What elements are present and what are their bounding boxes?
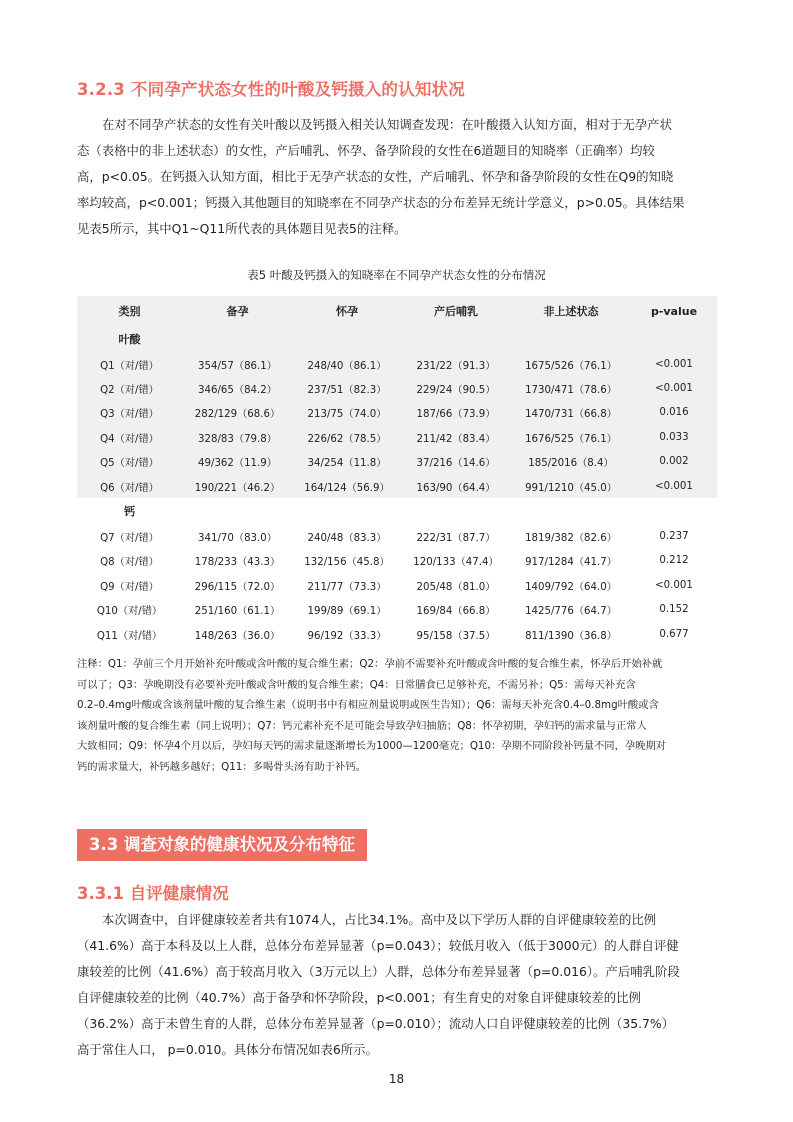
table-row [77, 573, 717, 597]
header-cell: p-value [650, 304, 698, 318]
table-cell: 190/221（46.2） [194, 482, 281, 494]
table-cell: 187/66（73.9） [416, 409, 496, 421]
subsection-heading: 3.3.1 自评健康情况 [77, 884, 229, 903]
table-row [77, 425, 717, 449]
table-cell: 169/84（66.8） [416, 606, 496, 618]
note-line: 可以了；Q3：孕晚期没有必要补充叶酸或含叶酸的复合维生素；Q4：日常膳食已足够补充，不需另补；Q5：需每天补充含 [77, 678, 636, 691]
table-cell: Q1（对/错） [100, 360, 159, 372]
table-cell: 164/124（56.9） [304, 482, 390, 494]
section-banner: 3.3 调查对象的健康状况及分布特征 [77, 829, 367, 861]
table-cell: <0.001 [655, 383, 693, 395]
table-title: 表5 叶酸及钙摄入的知晓率在不同孕产状态女性的分布情况 [247, 268, 546, 282]
intro-paragraph [77, 112, 717, 242]
table-cell: 991/1210（45.0） [525, 482, 617, 494]
table-cell: Q5（对/错） [100, 458, 159, 470]
table-cell: 37/216（14.6） [416, 458, 496, 470]
table-cell: Q6（对/错） [100, 482, 159, 494]
table-row [77, 549, 717, 573]
knowledge-table [77, 296, 717, 646]
empty-cell [293, 498, 401, 524]
table-cell: 0.002 [659, 456, 689, 468]
table-group-row [77, 326, 717, 352]
table-cell: 240/48（83.3） [307, 533, 387, 545]
table-cell: Q4（对/错） [100, 433, 159, 445]
note-line: 该剂量叶酸的复合维生素（同上说明）；Q7：钙元素补充不足可能会导致孕妇抽筋；Q8：怀孕初期，孕妇钙的需求量与正常人 [77, 719, 647, 732]
table-cell: 95/158（37.5） [416, 630, 496, 642]
table-cell: 251/160（61.1） [194, 606, 281, 618]
table-cell: <0.001 [655, 358, 693, 370]
table-cell: 49/362（11.9） [198, 458, 277, 470]
table-cell: 185/2016（8.4） [528, 458, 614, 470]
table-cell: 296/115（72.0） [194, 581, 281, 593]
intro-line: 见表5所示，其中Q1~Q11所代表的具体题目见表5的注释。 [77, 221, 407, 236]
table-cell: 211/42（83.4） [416, 433, 496, 445]
table-cell: 0.016 [659, 407, 689, 419]
table-cell: 346/65（84.2） [198, 385, 277, 397]
table-cell: 1425/776（64.7） [525, 606, 617, 618]
table-cell: 229/24（90.5） [416, 385, 496, 397]
table-cell: Q3（对/错） [100, 409, 159, 421]
table-cell: 148/263（36.0） [194, 630, 281, 642]
body-line: 康较差的比例（41.6%）高于较高月收入（3万元以上）人群，总体分布差异显著（p=0.016）。产后哺乳阶段 [77, 964, 680, 979]
header-cell: 怀孕 [336, 305, 358, 318]
body-line: （36.2%）高于未曾生育的人群，总体分布差异显著（p=0.010）；流动人口自评健康较差的比例（35.7%） [77, 1016, 675, 1031]
empty-cell [182, 498, 293, 524]
table-row [77, 376, 717, 400]
table-group-row [77, 498, 717, 524]
table-cell: 248/40（86.1） [307, 360, 387, 372]
body-line: 高于常住人口， p=0.010。具体分布情况如表6所示。 [77, 1042, 378, 1057]
table-cell: 211/77（73.3） [307, 581, 387, 593]
table-row [77, 401, 717, 425]
body-paragraph [77, 907, 717, 1063]
table-cell: 1819/382（82.6） [525, 533, 617, 545]
table-cell: 354/57（86.1） [198, 360, 277, 372]
table-cell: Q2（对/错） [100, 385, 159, 397]
table-cell: 205/48（81.0） [416, 581, 496, 593]
table-cell: 1676/525（76.1） [525, 433, 617, 445]
table-cell: 0.152 [659, 604, 689, 616]
table-cell: 917/1284（41.7） [525, 557, 617, 569]
table-cell: 1470/731（66.8） [525, 409, 617, 421]
table-cell: 341/70（83.0） [198, 533, 277, 545]
intro-line: 态（表格中的非上述状态）的女性，产后哺乳、怀孕、备孕阶段的女性在6道题目的知晓率（正确率）均较 [77, 143, 655, 158]
table-cell: 1675/526（76.1） [525, 360, 617, 372]
table-row [77, 598, 717, 622]
table-cell: 226/62（78.5） [307, 433, 387, 445]
body-line: 自评健康较差的比例（40.7%）高于备孕和怀孕阶段，p<0.001；有生育史的对象自评健康较差的比例 [77, 990, 641, 1005]
table-cell: Q11（对/错） [96, 630, 163, 642]
group-label: 钙 [124, 505, 135, 519]
table-cell: 222/31（87.7） [416, 533, 496, 545]
section-heading: 3.2.3 不同孕产状态女性的叶酸及钙摄入的认知状况 [77, 80, 465, 99]
note-line: 注释：Q1：孕前三个月开始补充叶酸或含叶酸的复合维生素；Q2：孕前不需要补充叶酸或含叶酸的复合维生素，怀孕后开始补就 [77, 658, 663, 670]
table-cell: 0.237 [659, 531, 689, 543]
body-line: （41.6%）高于本科及以上人群，总体分布差异显著（p=0.043）；较低月收入（低于3000元）的人群自评健 [77, 938, 679, 953]
table-footnote [77, 654, 717, 777]
table-cell: 1730/471（78.6） [525, 385, 617, 397]
table-cell: 0.212 [659, 555, 689, 567]
table-cell: Q9（对/错） [100, 581, 159, 593]
table-header-row [77, 296, 717, 326]
empty-cell [401, 498, 511, 524]
header-cell: 备孕 [226, 305, 249, 318]
empty-cell [631, 498, 717, 524]
table-row [77, 524, 717, 548]
empty-cell [293, 326, 401, 352]
table-cell: 237/51（82.3） [307, 385, 387, 397]
table-cell: Q8（对/错） [100, 557, 159, 569]
table-row [77, 622, 717, 646]
empty-cell [631, 326, 717, 352]
header-cell: 产后哺乳 [434, 305, 478, 318]
table-cell: 178/233（43.3） [194, 557, 281, 569]
table-cell: 0.033 [659, 431, 689, 443]
empty-cell [511, 326, 631, 352]
note-line: 钙的需求量大，补钙越多越好；Q11：多喝骨头汤有助于补钙。 [77, 760, 366, 773]
table-cell: 163/90（64.4） [416, 482, 496, 494]
table-cell: 199/89（69.1） [307, 606, 387, 618]
empty-cell [182, 326, 293, 352]
table-row [77, 352, 717, 376]
table-cell: 231/22（91.3） [416, 360, 496, 372]
table-cell: <0.001 [655, 480, 693, 492]
table-cell: 1409/792（64.0） [525, 581, 617, 593]
table-cell: Q10（对/错） [96, 606, 163, 618]
note-line: 0.2–0.4mg叶酸或含该剂量叶酸的复合维生素（说明书中有相应剂量说明或医生告知）；Q6：需每天补充含0.4–0.8mg叶酸或含 [77, 699, 659, 711]
table-row [77, 474, 717, 498]
note-line: 大致相同；Q9：怀孕4个月以后，孕妇每天钙的需求量逐渐增长为1000—1200毫克；Q10：孕期不同阶段补钙量不同，孕晚期对 [77, 740, 667, 752]
empty-cell [401, 326, 511, 352]
table-row [77, 450, 717, 474]
table-cell: 0.677 [659, 628, 689, 640]
table-cell: 34/254（11.8） [307, 458, 387, 470]
page-number: 18 [388, 1072, 405, 1086]
intro-line: 率均较高，p<0.001；钙摄入其他题目的知晓率在不同孕产状态的分布差异无统计学意义，p>0.05。具体结果 [77, 195, 685, 210]
table-cell: 96/192（33.3） [307, 630, 387, 642]
table-cell: 213/75（74.0） [307, 409, 387, 421]
table-cell: 328/83（79.8） [198, 433, 277, 445]
table-cell: 282/129（68.6） [194, 409, 281, 421]
table-cell: 811/1390（36.8） [525, 630, 617, 642]
header-cell: 非上述状态 [543, 305, 599, 318]
group-label: 叶酸 [118, 333, 141, 346]
empty-cell [511, 498, 631, 524]
header-cell: 类别 [118, 305, 141, 318]
table-cell: <0.001 [655, 579, 693, 591]
body-line: 本次调查中，自评健康较差者共有1074人，占比34.1%。高中及以下学历人群的自评健康较差的比例 [102, 912, 657, 927]
table-cell: Q7（对/错） [100, 533, 159, 545]
intro-line: 在对不同孕产状态的女性有关叶酸以及钙摄入相关认知调查发现：在叶酸摄入认知方面，相对于无孕产状 [102, 117, 672, 132]
table-cell: 132/156（45.8） [304, 557, 390, 569]
intro-line: 高，p<0.05。在钙摄入认知方面，相比于无孕产状态的女性，产后哺乳、怀孕和备孕阶段的女性在Q9的知晓 [77, 169, 674, 184]
table-cell: 120/133（47.4） [413, 557, 499, 569]
